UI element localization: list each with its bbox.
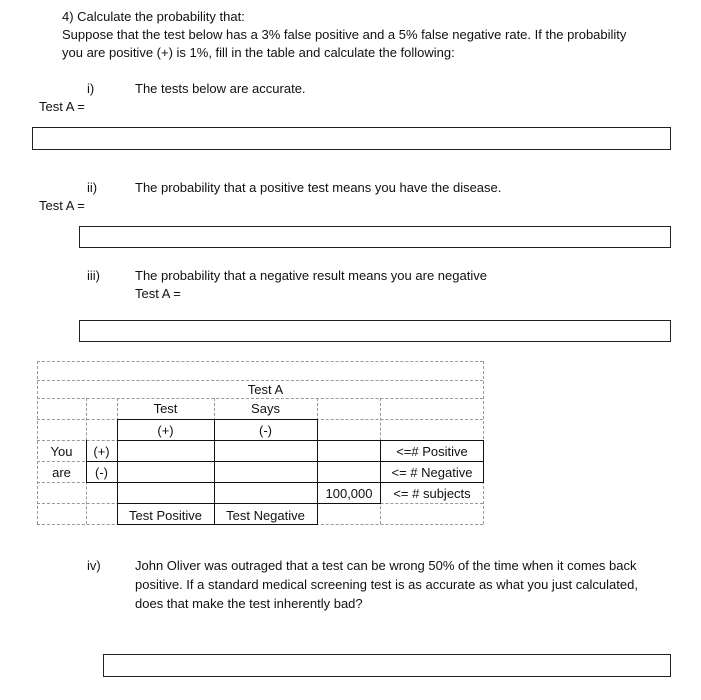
col-test-positive: (+) (157, 423, 174, 438)
part-iv-number: iv) (87, 558, 101, 573)
question-title: 4) Calculate the probability that: (62, 9, 245, 24)
part-iv-text-line-1: John Oliver was outraged that a test can be wrong 50% of the time when it comes back (135, 558, 637, 573)
label-num-subjects: <= # subjects (393, 486, 471, 501)
answer-box-iii[interactable] (79, 320, 671, 342)
row-label-you: You (50, 444, 73, 459)
cell-pos-pos[interactable] (118, 441, 214, 461)
answer-box-ii[interactable] (79, 226, 671, 248)
cell-total-neg[interactable] (215, 483, 317, 503)
part-ii-label: Test A = (39, 198, 85, 213)
part-i-label: Test A = (39, 99, 85, 114)
cell-pos-total[interactable] (318, 441, 380, 461)
total-subjects: 100,000 (325, 486, 373, 501)
cell-total-pos[interactable] (118, 483, 214, 503)
label-num-negative: <= # Negative (391, 465, 473, 480)
question-intro-line-1: Suppose that the test below has a 3% false positive and a 5% false negative rate. If the probability (62, 27, 627, 42)
part-ii-number: ii) (87, 180, 98, 195)
part-iii-text: The probability that a negative result means you are negative (135, 268, 487, 283)
header-says: Says (251, 401, 280, 416)
header-test-a: Test A (247, 382, 284, 397)
part-iii-label: Test A = (135, 286, 181, 301)
row-true-positive: (+) (93, 444, 110, 459)
col-test-negative: (-) (259, 423, 272, 438)
footer-test-negative: Test Negative (226, 508, 305, 523)
label-num-positive: <=# Positive (396, 444, 468, 459)
cell-neg-neg[interactable] (215, 462, 317, 482)
part-iv-text-line-2: positive. If a standard medical screening test is as accurate as what you just calculated, (135, 577, 638, 592)
cell-pos-neg[interactable] (215, 441, 317, 461)
part-ii-text: The probability that a positive test means you have the disease. (135, 180, 502, 195)
answer-box-i[interactable] (32, 127, 671, 150)
part-i-number: i) (87, 81, 95, 96)
header-test: Test (153, 401, 178, 416)
cell-neg-total[interactable] (318, 462, 380, 482)
part-iv-text-line-3: does that make the test inherently bad? (135, 596, 363, 611)
question-intro-line-2: you are positive (+) is 1%, fill in the table and calculate the following: (62, 45, 455, 60)
cell-neg-pos[interactable] (118, 462, 214, 482)
row-true-negative: (-) (95, 465, 108, 480)
part-i-text: The tests below are accurate. (135, 81, 306, 96)
footer-test-positive: Test Positive (129, 508, 202, 523)
row-label-are: are (52, 465, 71, 480)
answer-box-iv[interactable] (103, 654, 671, 677)
part-iii-number: iii) (87, 268, 100, 283)
